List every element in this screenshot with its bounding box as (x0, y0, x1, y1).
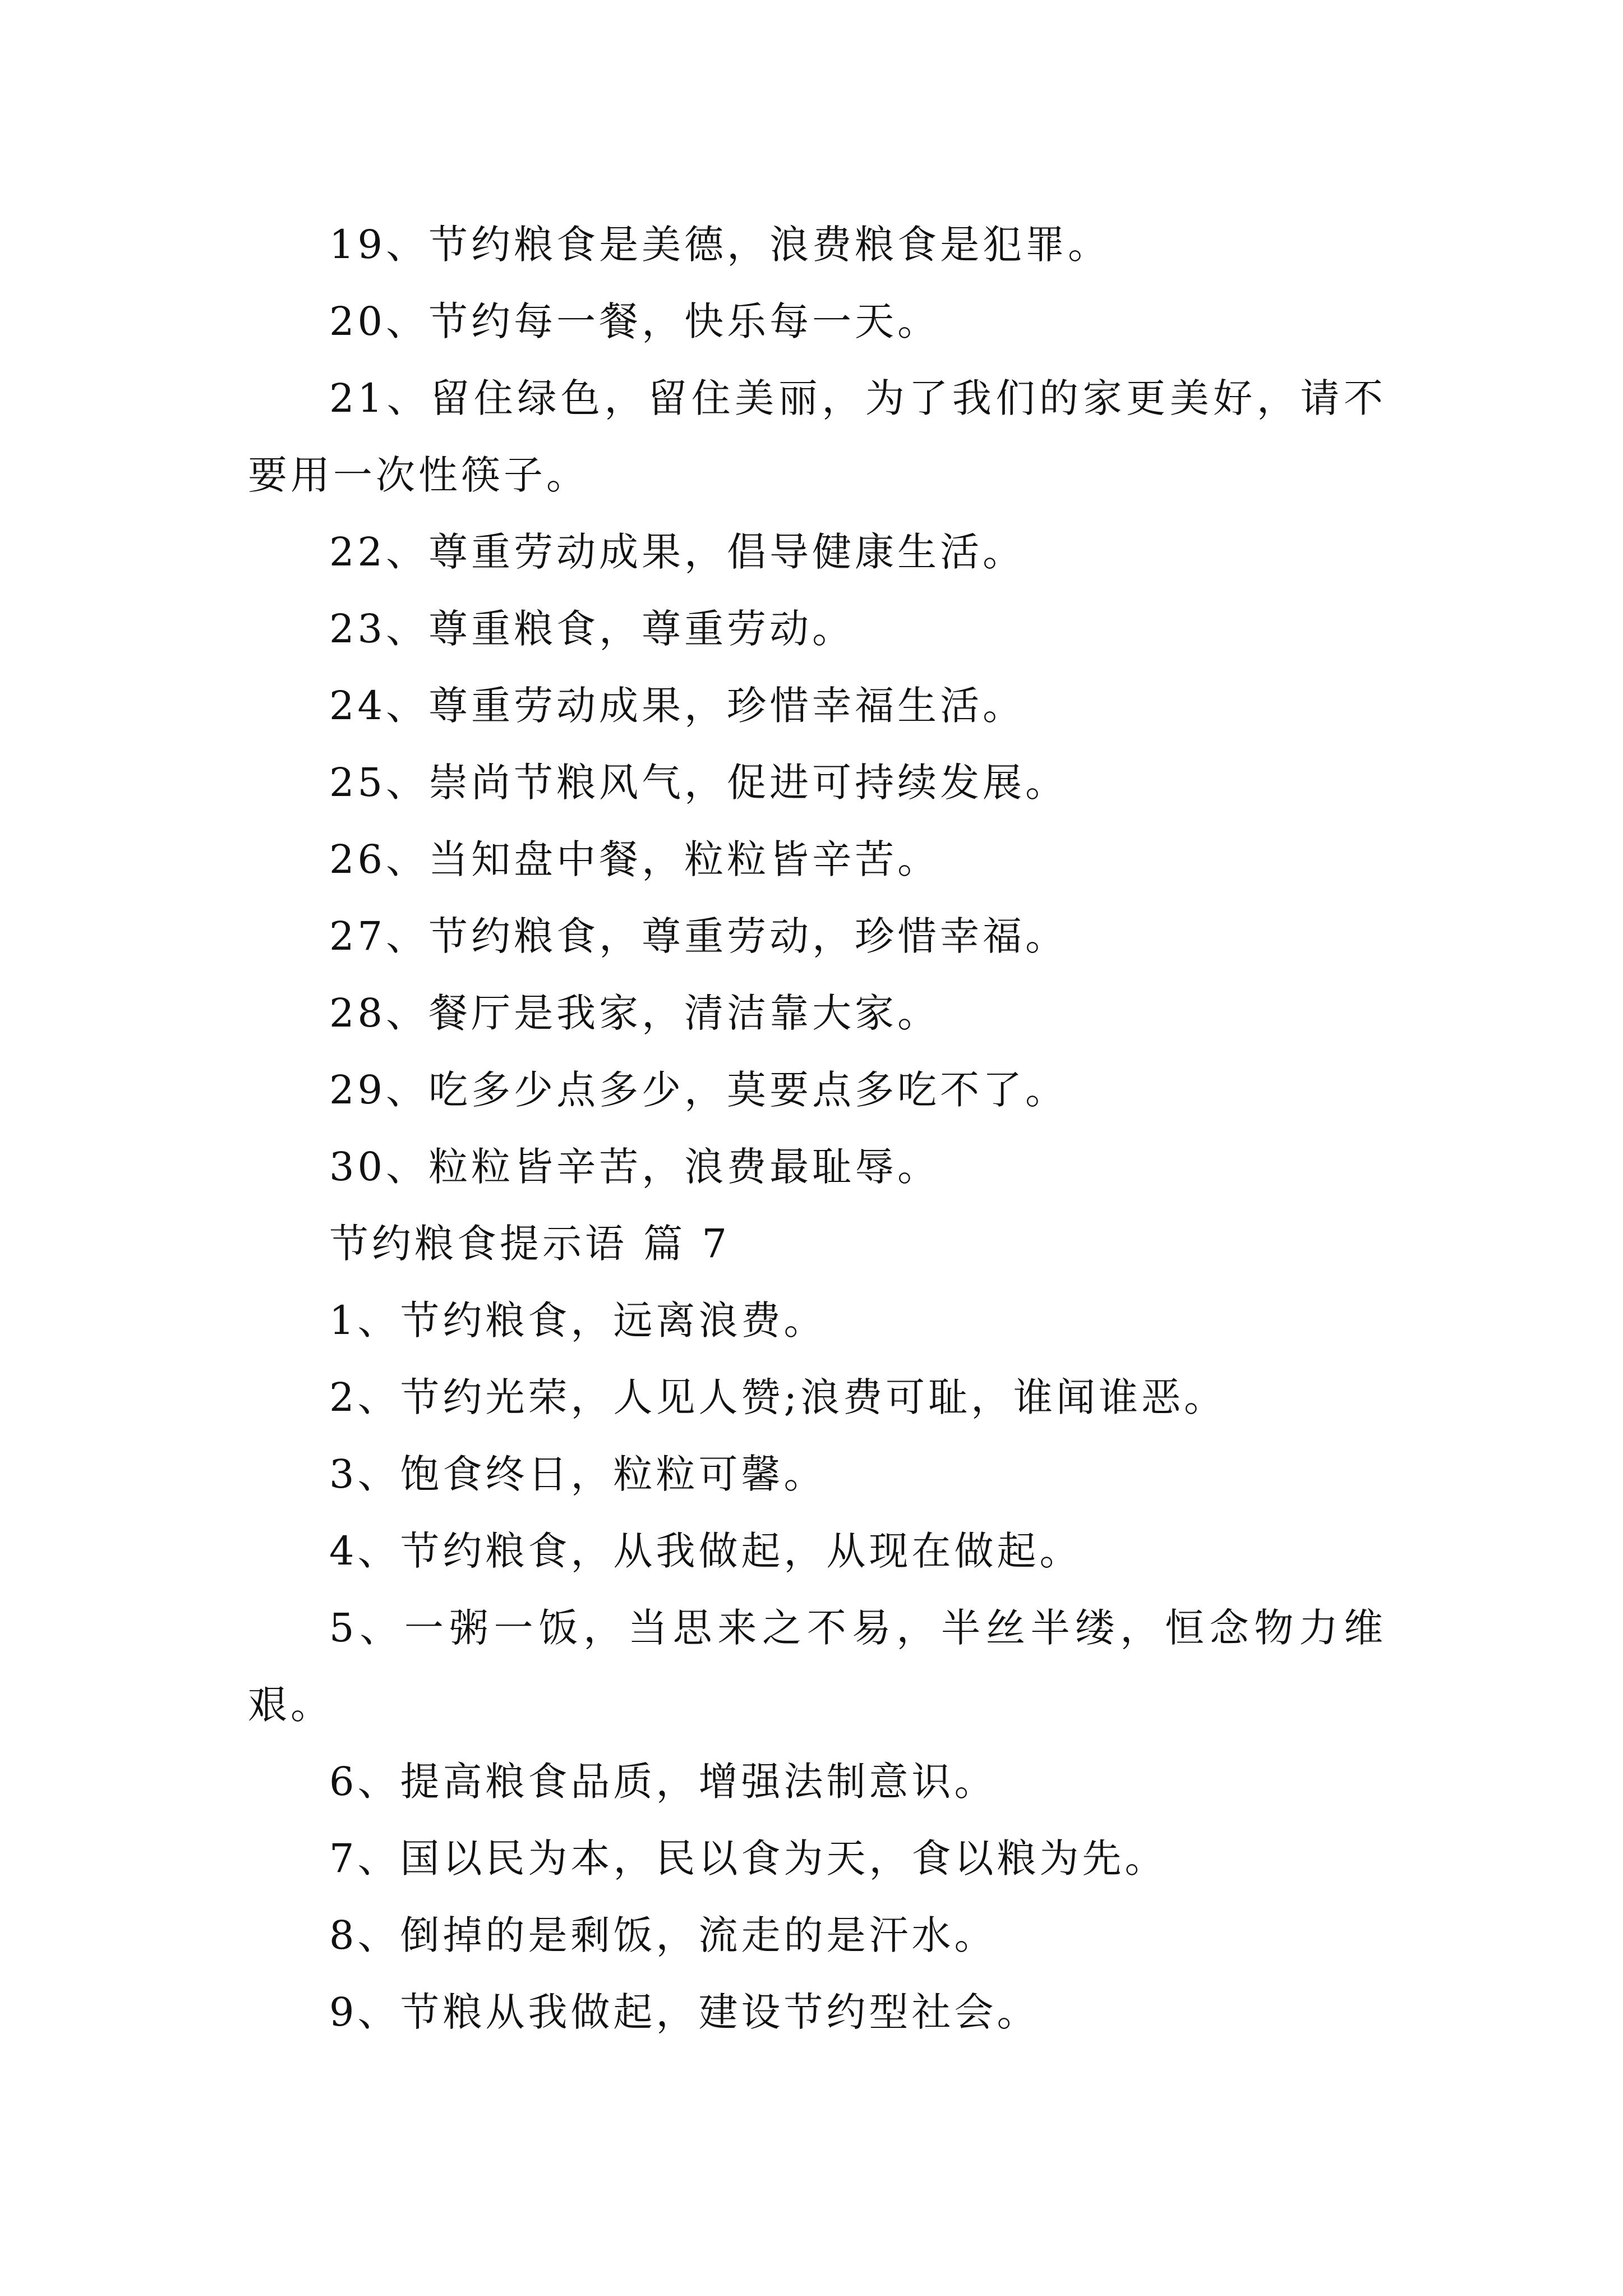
document-body (248, 206, 1386, 2051)
paragraph: 8、倒掉的是剩饭，流走的是汗水。 (329, 1912, 997, 1958)
paragraph: 5、一粥一饭，当思来之不易，半丝半缕，恒念物力维艰。 (248, 1605, 1386, 1728)
paragraph: 21、留住绿色，留住美丽，为了我们的家更美好，请不要用一次性筷子。 (248, 375, 1386, 498)
paragraph: 29、吃多少点多少，莫要点多吃不了。 (329, 1067, 1068, 1113)
paragraph: 20、节约每一餐，快乐每一天。 (329, 298, 940, 344)
paragraph: 28、餐厅是我家，清洁靠大家。 (329, 990, 940, 1036)
paragraph: 1、节约粮食，远离浪费。 (329, 1297, 827, 1343)
paragraph: 25、崇尚节粮风气，促进可持续发展。 (329, 760, 1068, 806)
paragraph: 3、饱食终日，粒粒可馨。 (329, 1451, 827, 1497)
paragraph: 4、节约粮食，从我做起，从现在做起。 (329, 1528, 1082, 1574)
section-heading: 节约粮食提示语 篇 7 (329, 1221, 731, 1267)
paragraph: 22、尊重劳动成果，倡导健康生活。 (329, 529, 1026, 575)
paragraph: 7、国以民为本，民以食为天，食以粮为先。 (329, 1835, 1168, 1881)
paragraph: 2、节约光荣，人见人赞;浪费可耻，谁闻谁恶。 (329, 1374, 1227, 1420)
paragraph: 26、当知盘中餐，粒粒皆辛苦。 (329, 836, 940, 882)
paragraph: 30、粒粒皆辛苦，浪费最耻辱。 (329, 1144, 940, 1190)
paragraph: 23、尊重粮食，尊重劳动。 (329, 606, 855, 652)
paragraph: 9、节粮从我做起，建设节约型社会。 (329, 1989, 1040, 2035)
paragraph: 24、尊重劳动成果，珍惜幸福生活。 (329, 683, 1026, 729)
paragraph: 19、节约粮食是美德，浪费粮食是犯罪。 (329, 222, 1111, 268)
paragraph: 6、提高粮食品质，增强法制意识。 (329, 1759, 997, 1805)
paragraph: 27、节约粮食，尊重劳动，珍惜幸福。 (329, 913, 1068, 959)
